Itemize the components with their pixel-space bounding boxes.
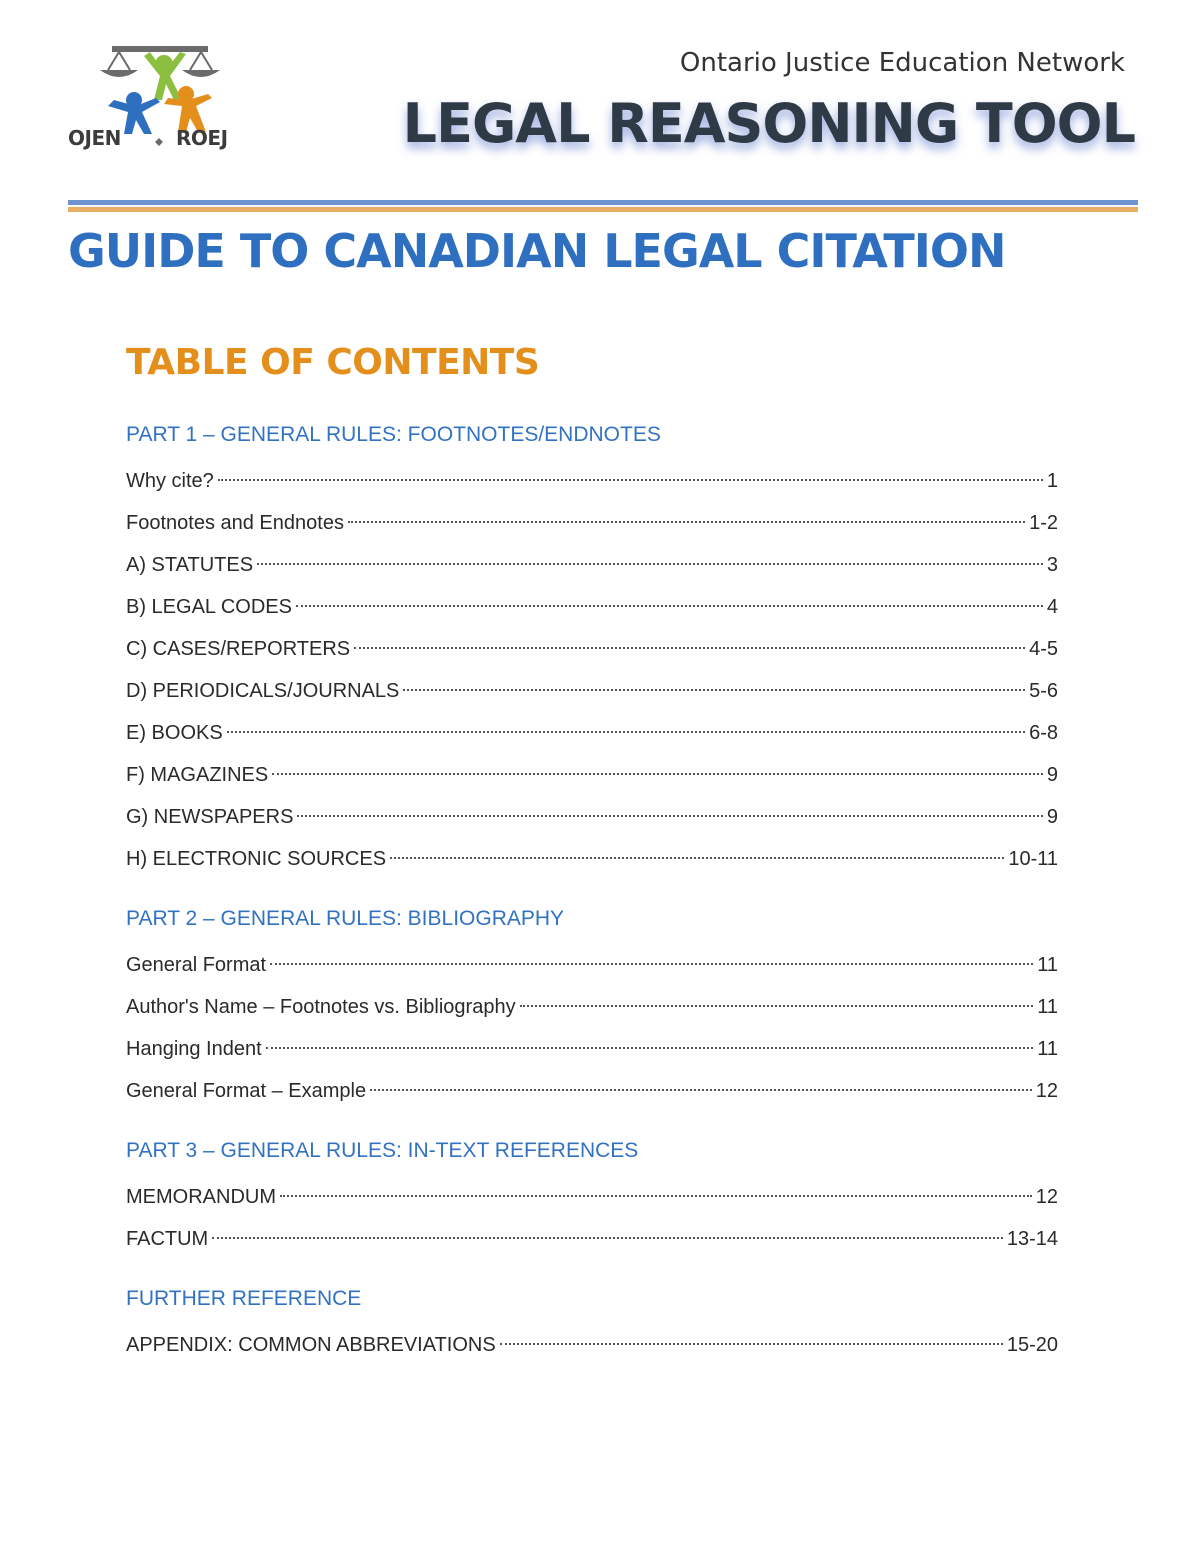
toc-entry-page: 5-6 (1029, 680, 1058, 702)
dot-leader (403, 689, 1025, 691)
toc-part (126, 1284, 1058, 1366)
toc-entry-title: B) LEGAL CODES (126, 596, 292, 618)
toc-entry[interactable] (126, 460, 1058, 502)
organization-name: Ontario Justice Education Network (679, 48, 1125, 78)
scale-pan-left (100, 70, 138, 77)
toc-heading: TABLE OF CONTENTS (126, 342, 540, 383)
dot-leader (280, 1195, 1032, 1197)
toc-part (126, 904, 1058, 1112)
table-of-contents (126, 420, 1058, 1390)
toc-entry-page: 10-11 (1008, 848, 1058, 870)
toc-entry-title: Hanging Indent (126, 1038, 262, 1060)
dot-leader (348, 521, 1025, 523)
toc-entry[interactable] (126, 544, 1058, 586)
toc-part-heading: PART 3 – GENERAL RULES: IN-TEXT REFERENCES (126, 1139, 639, 1162)
toc-part-heading: PART 2 – GENERAL RULES: BIBLIOGRAPHY (126, 907, 565, 930)
toc-entry[interactable] (126, 712, 1058, 754)
dot-leader (257, 563, 1043, 565)
toc-entry[interactable] (126, 986, 1058, 1028)
toc-entry-title: Why cite? (126, 470, 214, 492)
toc-entry-title: Footnotes and Endnotes (126, 512, 344, 534)
toc-entry-title: General Format – Example (126, 1080, 367, 1102)
toc-entry[interactable] (126, 628, 1058, 670)
toc-entry-page: 3 (1046, 554, 1058, 576)
toc-entry-title: H) ELECTRONIC SOURCES (126, 848, 387, 870)
toc-entry-page: 15-20 (1006, 1334, 1058, 1356)
toc-entry[interactable] (126, 586, 1058, 628)
toc-entry-page: 12 (1035, 1080, 1058, 1102)
divider-orange (68, 207, 1138, 212)
toc-entry-title: FACTUM (126, 1228, 209, 1250)
toc-entry[interactable] (126, 796, 1058, 838)
toc-entry-title: General Format (126, 954, 267, 976)
dot-leader (272, 773, 1043, 775)
dot-leader (212, 1237, 1003, 1239)
toc-entry[interactable] (126, 838, 1058, 880)
dot-leader (520, 1005, 1034, 1007)
toc-entry[interactable] (126, 1028, 1058, 1070)
scale-pan-right (182, 70, 220, 77)
toc-entry-page: 11 (1037, 1038, 1058, 1060)
toc-entry-page: 11 (1037, 996, 1058, 1018)
toc-entry-title: APPENDIX: COMMON ABBREVIATIONS (126, 1334, 496, 1356)
toc-entry-title: C) CASES/REPORTERS (126, 638, 351, 660)
toc-part (126, 1136, 1058, 1260)
scales-beam (112, 46, 208, 52)
toc-entry-title: Author's Name – Footnotes vs. Bibliography (126, 996, 516, 1018)
toc-entry[interactable] (126, 1176, 1058, 1218)
dot-leader (370, 1089, 1032, 1091)
logo-text-left: OJEN (68, 126, 121, 150)
dot-leader (227, 731, 1025, 733)
toc-entry-title: MEMORANDUM (126, 1186, 276, 1208)
toc-entry-title: D) PERIODICALS/JOURNALS (126, 680, 400, 702)
logo-text-right: ROEJ (176, 126, 228, 150)
tool-title: LEGAL REASONING TOOL (402, 92, 1135, 155)
toc-entry-title: A) STATUTES (126, 554, 254, 576)
toc-entry[interactable] (126, 670, 1058, 712)
toc-part-heading: PART 1 – GENERAL RULES: FOOTNOTES/ENDNOTES (126, 423, 661, 446)
dot-leader (266, 1047, 1034, 1049)
dot-leader (218, 479, 1043, 481)
toc-entry-page: 11 (1037, 954, 1058, 976)
dot-leader (270, 963, 1033, 965)
toc-entry-page: 6-8 (1029, 722, 1058, 744)
toc-entry-page: 9 (1046, 764, 1058, 786)
toc-entry-page: 13-14 (1006, 1228, 1058, 1250)
toc-entry-page: 12 (1035, 1186, 1058, 1208)
dot-leader (390, 857, 1004, 859)
dot-leader (500, 1343, 1003, 1345)
toc-entry-page: 9 (1046, 806, 1058, 828)
toc-entry-page: 4-5 (1029, 638, 1058, 660)
dot-leader (297, 815, 1042, 817)
toc-entry[interactable] (126, 1324, 1058, 1366)
toc-part-heading: FURTHER REFERENCE (126, 1287, 362, 1310)
toc-entry[interactable] (126, 502, 1058, 544)
dot-leader (296, 605, 1043, 607)
toc-entry-page: 4 (1046, 596, 1058, 618)
toc-entry-title: G) NEWSPAPERS (126, 806, 294, 828)
guide-title: GUIDE TO CANADIAN LEGAL CITATION (68, 224, 1006, 278)
divider-blue (68, 200, 1138, 205)
toc-entry-page: 1-2 (1029, 512, 1058, 534)
toc-entry-title: E) BOOKS (126, 722, 223, 744)
toc-entry-title: F) MAGAZINES (126, 764, 269, 786)
toc-part (126, 420, 1058, 880)
toc-entry-page: 1 (1046, 470, 1058, 492)
toc-entry[interactable] (126, 1218, 1058, 1260)
toc-entry[interactable] (126, 944, 1058, 986)
dot-leader (354, 647, 1025, 649)
toc-entry[interactable] (126, 1070, 1058, 1112)
toc-entry[interactable] (126, 754, 1058, 796)
